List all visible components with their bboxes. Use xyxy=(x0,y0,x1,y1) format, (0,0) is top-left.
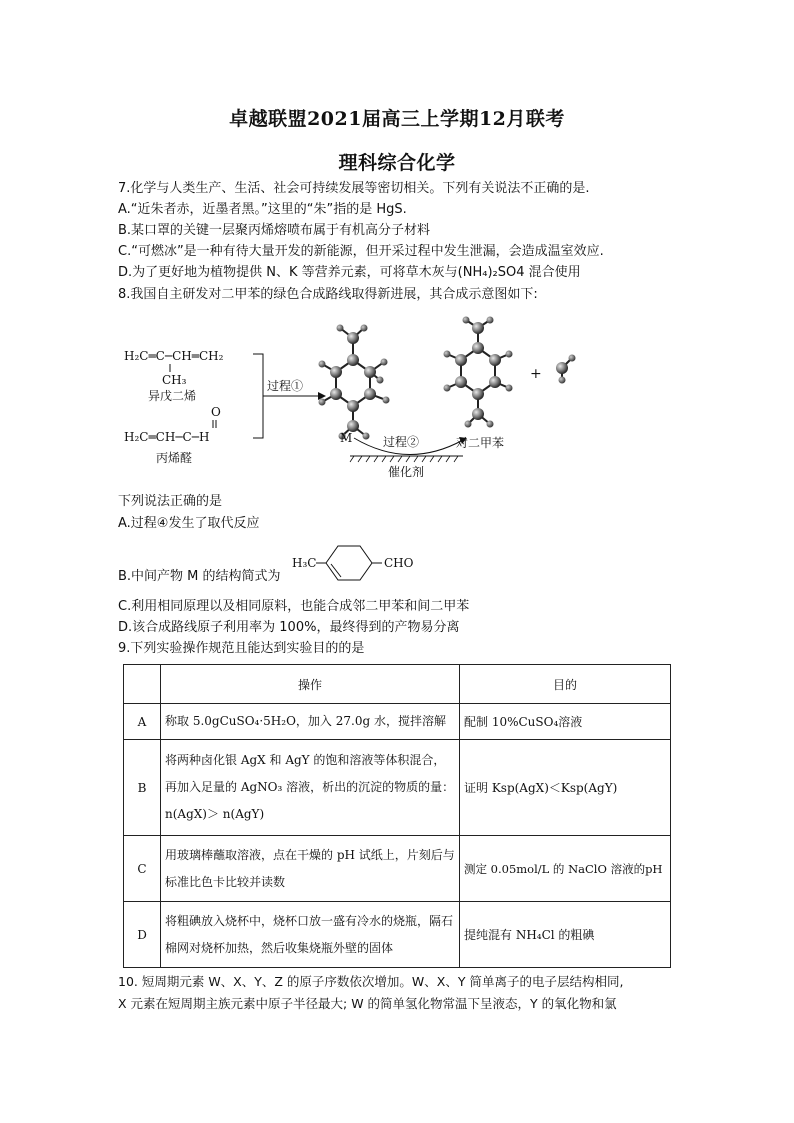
q10-line-1: 10. 短周期元素 W、X、Y、Z 的原子序数依次增加。W、X、Y 简单离子的电子层结构相同, xyxy=(118,974,624,989)
q7-option-d: D.为了更好地为植物提供 N、K 等营养元素，可将草木灰与(NH₄)₂SO4 混合使用 xyxy=(118,265,581,280)
row-purpose: 测定 0.05mol/L 的 NaClO 溶液的pH xyxy=(460,836,671,902)
row-purpose: 提纯混有 NH₄Cl 的粗碘 xyxy=(460,902,671,968)
q8-option-c: C.利用相同原理以及相同原料，也能合成邻二甲苯和间二甲苯 xyxy=(118,599,470,614)
acrolein-o: O xyxy=(211,405,221,419)
row-option: B xyxy=(124,740,161,836)
row-purpose: 配制 10%CuSO₄溶液 xyxy=(460,704,671,740)
water-molecule-model xyxy=(556,355,576,384)
isoprene-formula: H₂C═C─CH═CH₂ xyxy=(124,349,224,363)
experiment-table xyxy=(123,664,671,968)
m-structure xyxy=(290,540,430,588)
q7-stem: 7.化学与人类生产、生活、社会可持续发展等密切相关。下列有关说法不正确的是. xyxy=(118,181,590,196)
q8-option-a: A.过程④发生了取代反应 xyxy=(118,516,260,531)
product-name: 对二甲苯 xyxy=(456,436,505,450)
q8-prompt: 下列说法正确的是 xyxy=(118,494,223,509)
row-option: D xyxy=(124,902,161,968)
table-header-operation: 操作 xyxy=(161,665,460,704)
row-option: A xyxy=(124,704,161,740)
m-structure-aldehyde: CHO xyxy=(384,556,414,570)
row-purpose: 证明 Ksp(AgX)＜Ksp(AgY) xyxy=(460,740,671,836)
intermediate-m-atoms xyxy=(319,325,390,440)
cyclohexene-ring xyxy=(326,546,372,580)
q10-line-2: X 元素在短周期主族元素中原子半径最大; W 的简单氢化物常温下呈液态，Y 的氧化物和氯 xyxy=(118,996,617,1011)
table-header-row xyxy=(124,665,671,704)
catalyst-hatch xyxy=(350,456,458,462)
q7-option-a: A.“近朱者赤，近墨者黑。”这里的“朱”指的是 HgS. xyxy=(118,202,407,217)
table-row xyxy=(124,740,671,836)
process2-label: 过程② xyxy=(383,435,420,449)
acrolein-name: 丙烯醛 xyxy=(156,451,193,465)
row-operation: 将粗碘放入烧杯中，烧杯口放一盛有冷水的烧瓶，隔石棉网对烧杯加热，然后收集烧瓶外壁的固体 xyxy=(161,902,460,968)
row-operation: 用玻璃棒蘸取溶液，点在干燥的 pH 试纸上，片刻后与标准比色卡比较并读数 xyxy=(161,836,460,902)
table-row xyxy=(124,704,671,740)
q9-stem: 9.下列实验操作规范且能达到实验目的的是 xyxy=(118,641,365,656)
isoprene-name: 异戊二烯 xyxy=(148,389,197,403)
page-title: 卓越联盟2021届高三上学期12月联考 xyxy=(229,108,565,130)
catalyst-label: 催化剂 xyxy=(388,465,425,479)
q7-option-c: C.“可燃冰”是一种有待大量开发的新能源，但开采过程中发生泄漏，会造成温室效应. xyxy=(118,244,604,259)
row-operation: 将两种卤化银 AgX 和 AgY 的饱和溶液等体积混合，再加入足量的 AgNO₃ 溶液，析出的沉淀的物质的量：n(AgX)＞ n(AgY) xyxy=(161,740,460,836)
process1-label: 过程① xyxy=(267,379,304,393)
ring-double-bond xyxy=(331,564,341,577)
q8-option-d: D.该合成路线原子利用率为 100%，最终得到的产物易分离 xyxy=(118,620,460,635)
isoprene-methyl: CH₃ xyxy=(162,373,187,387)
row-option: C xyxy=(124,836,161,902)
table-header-blank xyxy=(124,665,161,704)
page-subtitle: 理科综合化学 xyxy=(338,152,456,174)
table-row xyxy=(124,836,671,902)
plus-sign: + xyxy=(530,366,542,382)
acrolein-formula: H₂C═CH─C─H xyxy=(124,430,210,444)
table-row xyxy=(124,902,671,968)
table-header-purpose: 目的 xyxy=(460,665,671,704)
q8-option-b: B.中间产物 M 的结构简式为 xyxy=(118,569,281,584)
m-label: M xyxy=(340,431,353,445)
intermediate-m-model xyxy=(322,328,386,436)
row-operation: 称取 5.0gCuSO₄·5H₂O，加入 27.0g 水，搅拌溶解 xyxy=(161,704,460,740)
synthesis-scheme xyxy=(118,310,598,485)
q7-option-b: B.某口罩的关键一层聚丙烯熔喷布属于有机高分子材料 xyxy=(118,223,431,238)
reactants-bracket xyxy=(253,354,263,438)
q8-stem: 8.我国自主研发对二甲苯的绿色合成路线取得新进展，其合成示意图如下: xyxy=(118,287,538,302)
m-structure-methyl: H₃C xyxy=(292,556,317,570)
p-xylene-atoms xyxy=(444,317,513,428)
